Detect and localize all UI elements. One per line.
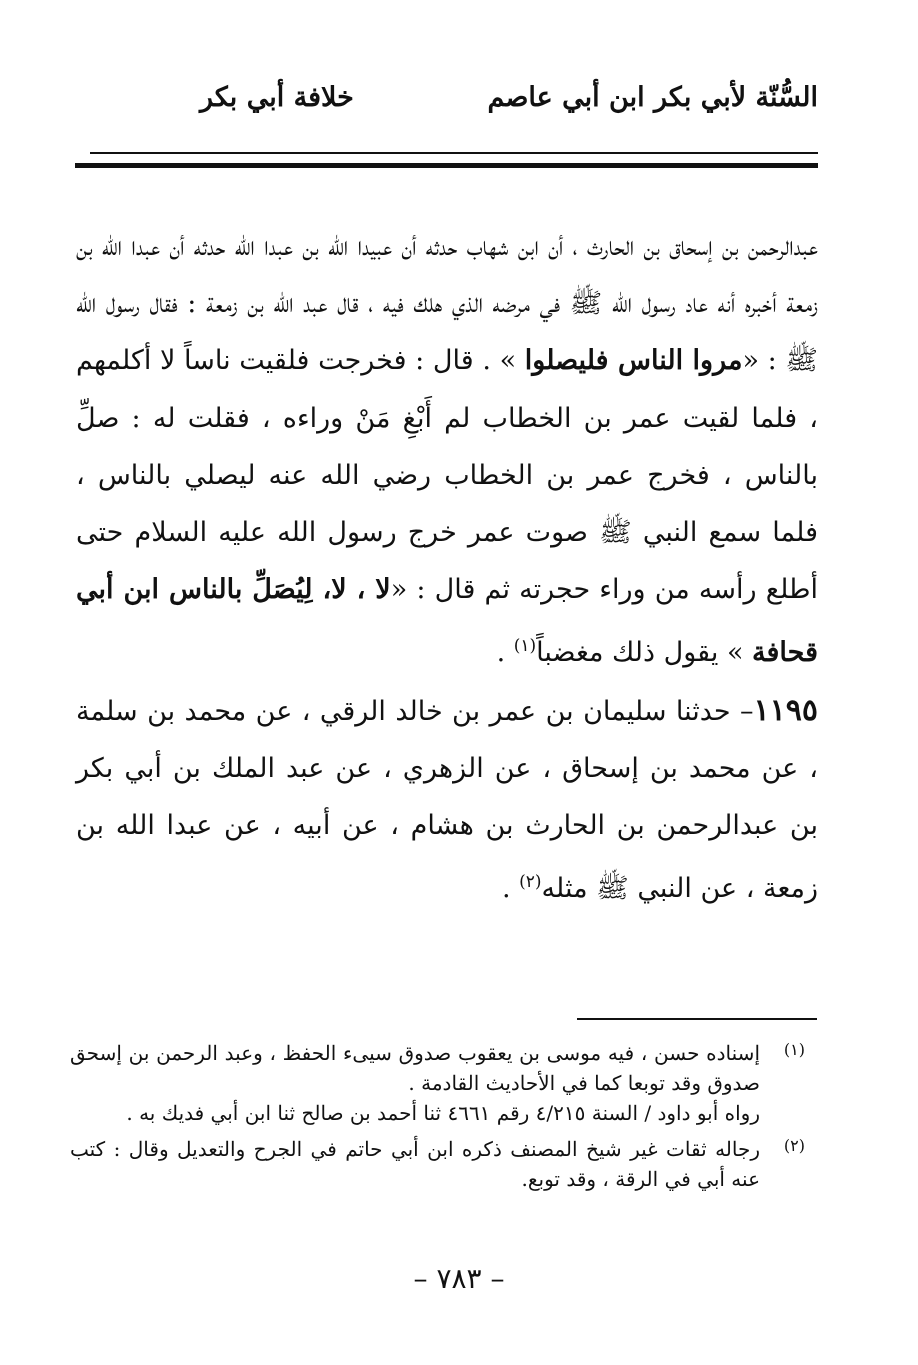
running-header — [0, 82, 918, 132]
main-text — [76, 218, 818, 917]
p1-text-e: » يقول ذلك مغضباً — [536, 637, 753, 669]
footnote-1-line-2: رواه أبو داود / السنة ٤/٢١٥ رقم ٤٦٦١ ثنا أحمد بن صالح ثنا ابن أبي فديك به . — [126, 1101, 760, 1125]
footnote-rule — [577, 1018, 817, 1020]
footnotes — [70, 1038, 805, 1200]
chapter-title: خلافة أبي بكر — [200, 82, 354, 113]
p1-bold-quote-2: لا ، لا، لِيُصَلِّ بالناس ابن أبي قحافة — [76, 574, 818, 669]
footnote-1-line-1: إسناده حسن ، فيه موسى بن يعقوب صدوق سيىء الحفظ ، وعبد الرحمن بن إسحق صدوق وقد توبعا كما في الأحاديث القادمة . — [70, 1041, 760, 1095]
footnote-1 — [70, 1038, 805, 1128]
footnote-ref-1[interactable]: (١) — [513, 636, 537, 657]
p1-text-a: عبدالرحمن بن إسحاق بن الحارث ، أن ابن شهاب حدثه أن عبيدا الله بن عبدا الله حدثه أن عبدا الله بن زمعة أخبره أنه عاد رسول الله ﷺ في مرضه الذي هلك فيه ، قال عبد الله بن زمعة : فقال رسول الله ﷺ : « — [76, 231, 818, 377]
footnote-1-number: (١) — [783, 1040, 805, 1059]
paragraph-2 — [76, 682, 818, 918]
p1-text-c: » . قال : فخرجت فلقيت ناساً لا أكلمهم ، فلما لقيت عمر بن الخطاب لم أَبْغِ مَنْ وراءه ، فقلت له : صلِّ بالناس ، فخرج عمر بن الخطاب رضي الله عنه ليصلي بالناس ، فلما سمع النبي ﷺ صوت عمر خرج رسول الله عليه السلام حتى أطلع رأسه من وراء حجرته ثم قال : « — [76, 345, 818, 606]
hadith-number: ١١٩٥ — [753, 692, 818, 728]
header-rule-thick — [75, 163, 818, 168]
footnote-ref-2[interactable]: (٢) — [519, 872, 542, 893]
book-title: السُّنّة لأبي بكر ابن أبي عاصم — [487, 82, 818, 113]
footnote-2-number: (٢) — [783, 1136, 805, 1155]
p1-bold-quote-1: مروا الناس فليصلوا — [524, 345, 743, 377]
page-number: – ٧٨٣ – — [413, 1262, 505, 1295]
p2-end: . — [501, 873, 520, 905]
p1-end: . — [496, 637, 514, 669]
p2-text: – حدثنا سليمان بن عمر بن خالد الرقي ، عن محمد بن سلمة ، عن محمد بن إسحاق ، عن الزهري ، عن عبد الملك بن أبي بكر بن عبدالرحمن بن الحارث بن هشام ، عن أبيه ، عن عبدا الله بن زمعة ، عن النبي ﷺ مثله — [76, 695, 818, 905]
footnote-2 — [70, 1134, 805, 1194]
footnote-2-line-1: رجاله ثقات غير شيخ المصنف ذكره ابن أبي حاتم في الجرح والتعديل وقال : كتب عنه أبي في الرقة ، وقد توبع. — [70, 1137, 760, 1191]
header-rule-thin — [90, 152, 818, 154]
paragraph-1 — [76, 218, 818, 682]
